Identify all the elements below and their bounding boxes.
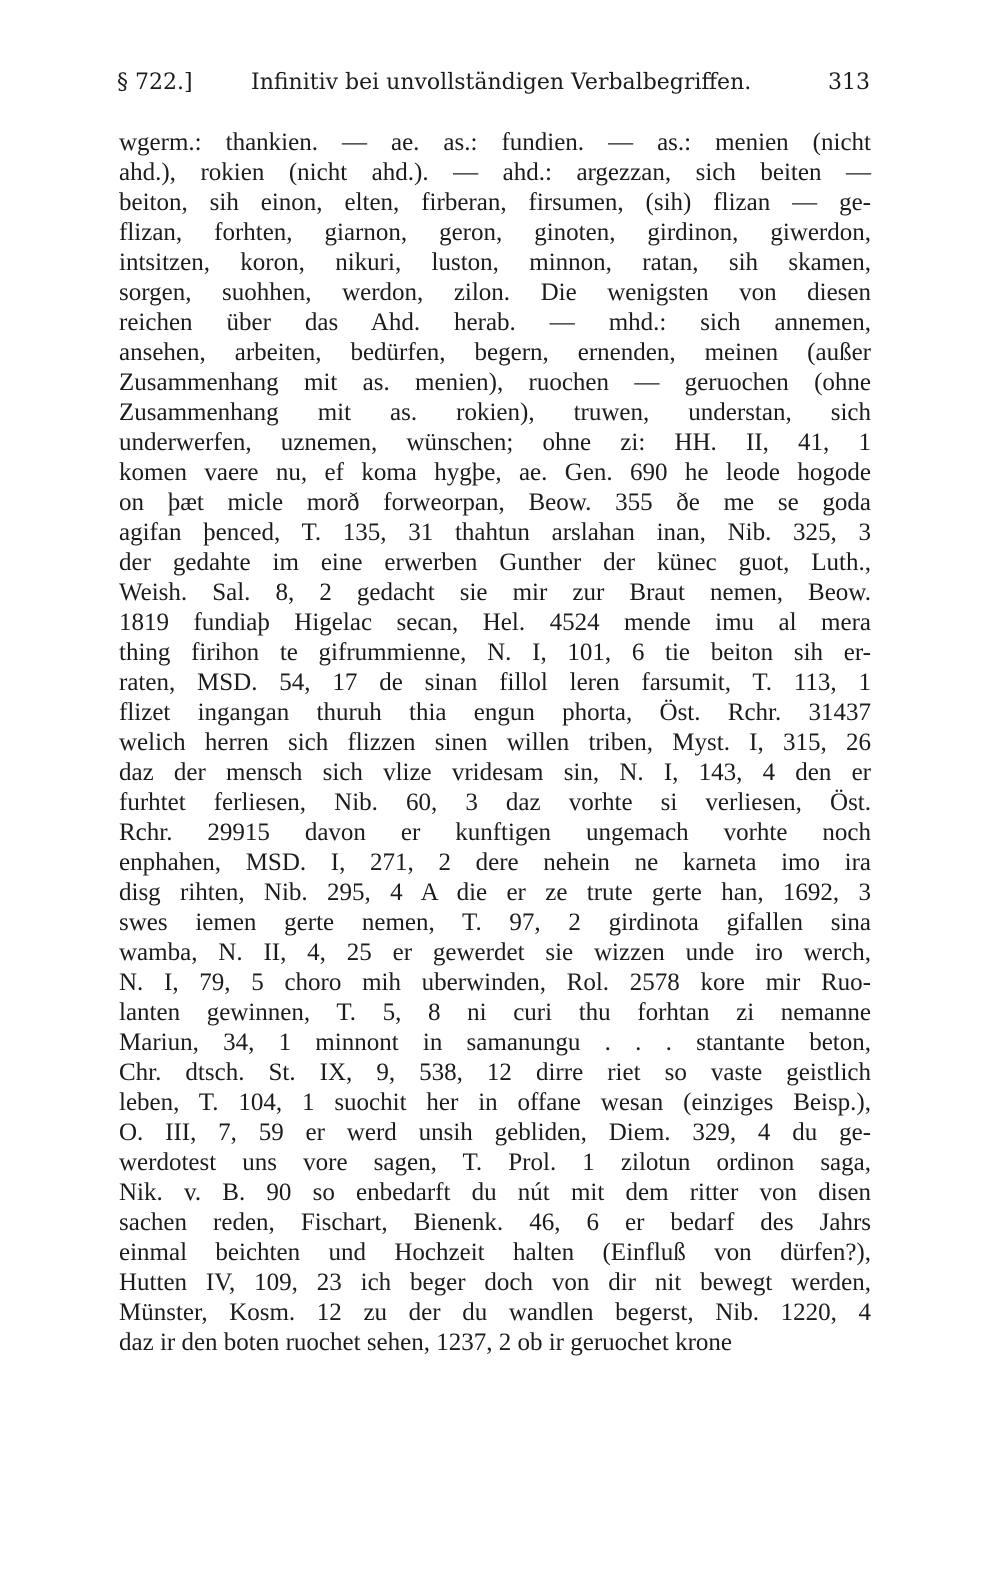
text-line: Rchr. 29915 davon er kunftigen ungemach vorhte noch bbox=[119, 819, 871, 846]
text-line: daz der mensch sich vlize vridesam sin, N. I, 143, 4 den er bbox=[119, 759, 871, 786]
text-line: flizan, forhten, giarnon, geron, ginoten, girdinon, giwerdon, bbox=[119, 219, 871, 246]
text-line: Zusammenhang mit as. menien), ruochen — geruochen (ohne bbox=[119, 369, 871, 396]
text-line: wamba, N. II, 4, 25 er gewerdet sie wizzen unde iro werch, bbox=[119, 939, 871, 966]
text-line: ahd.), rokien (nicht ahd.). — ahd.: argezzan, sich beiten — bbox=[119, 159, 871, 186]
text-line: flizet ingangan thuruh thia engun phorta, Öst. Rchr. 31437 bbox=[119, 699, 871, 726]
text-line: O. III, 7, 59 er werd unsih gebliden, Diem. 329, 4 du ge- bbox=[119, 1119, 871, 1146]
text-line: intsitzen, koron, nikuri, luston, minnon, ratan, sih skamen, bbox=[119, 249, 871, 276]
text-line: sorgen, suohhen, werdon, zilon. Die wenigsten von diesen bbox=[119, 279, 871, 306]
text-line: thing firihon te gifrummienne, N. I, 101, 6 tie beiton sih er- bbox=[119, 639, 871, 666]
text-line: Münster, Kosm. 12 zu der du wandlen begerst, Nib. 1220, 4 bbox=[119, 1299, 871, 1326]
text-line: Mariun, 34, 1 minnont in samanungu . . . stantante beton, bbox=[119, 1029, 871, 1056]
text-line: agifan þenced, T. 135, 31 thahtun arslahan inan, Nib. 325, 3 bbox=[119, 519, 871, 546]
text-line: welich herren sich flizzen sinen willen triben, Myst. I, 315, 26 bbox=[119, 729, 871, 756]
text-line: swes iemen gerte nemen, T. 97, 2 girdinota gifallen sina bbox=[119, 909, 871, 936]
text-line: Nik. v. B. 90 so enbedarft du nút mit dem ritter von disen bbox=[119, 1179, 871, 1206]
running-header bbox=[117, 70, 870, 95]
page-number: 313 bbox=[828, 70, 870, 95]
text-line: einmal beichten und Hochzeit halten (Einfluß von dürfen?), bbox=[119, 1239, 871, 1266]
text-line: furhtet ferliesen, Nib. 60, 3 daz vorhte si verliesen, Öst. bbox=[119, 789, 871, 816]
text-line: leben, T. 104, 1 suochit her in offane wesan (einziges Beisp.), bbox=[119, 1089, 871, 1116]
text-line: disg rihten, Nib. 295, 4 A die er ze trute gerte han, 1692, 3 bbox=[119, 879, 871, 906]
text-line: Chr. dtsch. St. IX, 9, 538, 12 dirre riet so vaste geistlich bbox=[119, 1059, 871, 1086]
text-line: enphahen, MSD. I, 271, 2 dere nehein ne karneta imo ira bbox=[119, 849, 871, 876]
text-line: komen vaere nu, ef koma hygþe, ae. Gen. 690 he leode hogode bbox=[119, 459, 871, 486]
text-line: daz ir den boten ruochet sehen, 1237, 2 ob ir geruochet krone bbox=[119, 1329, 732, 1356]
section-reference: § 722.] bbox=[117, 70, 193, 95]
text-line: der gedahte im eine erwerben Gunther der künec guot, Luth., bbox=[119, 549, 871, 576]
body-text bbox=[119, 128, 871, 1358]
text-line: on þæt micle morð forweorpan, Beow. 355 ðe me se goda bbox=[119, 489, 871, 516]
text-line: N. I, 79, 5 choro mih uberwinden, Rol. 2578 kore mir Ruo- bbox=[119, 969, 871, 996]
text-line: wgerm.: thankien. — ae. as.: fundien. — as.: menien (nicht bbox=[119, 129, 871, 156]
text-line: Hutten IV, 109, 23 ich beger doch von dir nit bewegt werden, bbox=[119, 1269, 871, 1296]
text-line: Zusammenhang mit as. rokien), truwen, understan, sich bbox=[119, 399, 871, 426]
text-line: raten, MSD. 54, 17 de sinan fillol leren farsumit, T. 113, 1 bbox=[119, 669, 871, 696]
text-line: underwerfen, uznemen, wünschen; ohne zi: HH. II, 41, 1 bbox=[119, 429, 871, 456]
text-line: ansehen, arbeiten, bedürfen, begern, ernenden, meinen (außer bbox=[119, 339, 871, 366]
chapter-title: Infinitiv bei unvollständigen Verbalbegriffen. bbox=[251, 70, 752, 95]
text-line: lanten gewinnen, T. 5, 8 ni curi thu forhtan zi nemanne bbox=[119, 999, 871, 1026]
text-line: 1819 fundiaþ Higelac secan, Hel. 4524 mende imu al mera bbox=[119, 609, 871, 636]
text-line: werdotest uns vore sagen, T. Prol. 1 zilotun ordinon saga, bbox=[119, 1149, 871, 1176]
text-line: reichen über das Ahd. herab. — mhd.: sich annemen, bbox=[119, 309, 871, 336]
text-line: Weish. Sal. 8, 2 gedacht sie mir zur Braut nemen, Beow. bbox=[119, 579, 871, 606]
text-line: sachen reden, Fischart, Bienenk. 46, 6 er bedarf des Jahrs bbox=[119, 1209, 871, 1236]
text-line: beiton, sih einon, elten, firberan, firsumen, (sih) flizan — ge- bbox=[119, 189, 871, 216]
